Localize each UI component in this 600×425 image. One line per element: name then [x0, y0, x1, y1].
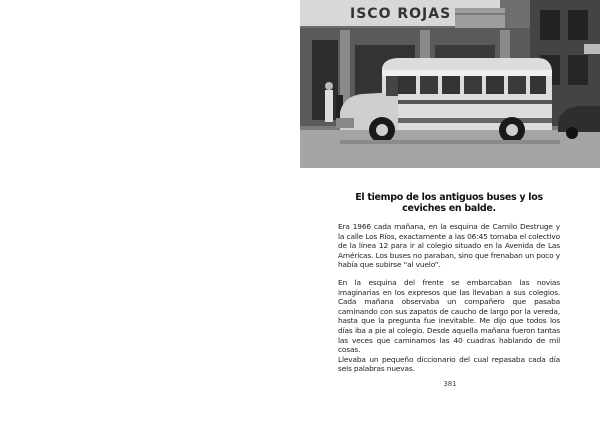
article-paragraph: Era 1966 cada mañana, en la esquina de Camilo Destruge y la calle Los Ríos, exactamente a las 06:45 tomaba el colectivo de la línea 12 para ir al colegio situado en la Avenida de Las Américas. Los buses no paraban, sino que frenaban un poco y había que subirse “al vuelo”.: [338, 222, 560, 270]
article-title: El tiempo de los antiguos buses y los ceviches en balde.: [355, 192, 543, 214]
article-paragraph: En la esquina del frente se embarcaban las novias imaginarias en los expresos que las llevaban a sus colegios. Cada mañana observaba un compañero que pasaba caminando con sus zapatos de caucho de largo por la vereda, hasta que la pregunta fue inevitable. Me dijo que todos los días iba a pie al colegio. Desde aquella mañana fueron tantas las veces que caminamos las 40 cuadras hablando de mil cosas.: [338, 277, 560, 355]
article-paragraph: Llevaba un pequeño diccionario del cual repasaba cada día seis palabras nuevas.: [338, 354, 560, 374]
storefront-sign: ISCO ROJAS: [350, 6, 452, 22]
article-body: [338, 192, 560, 374]
vintage-bus-photo: [300, 0, 600, 168]
page-number: 381: [443, 380, 457, 388]
